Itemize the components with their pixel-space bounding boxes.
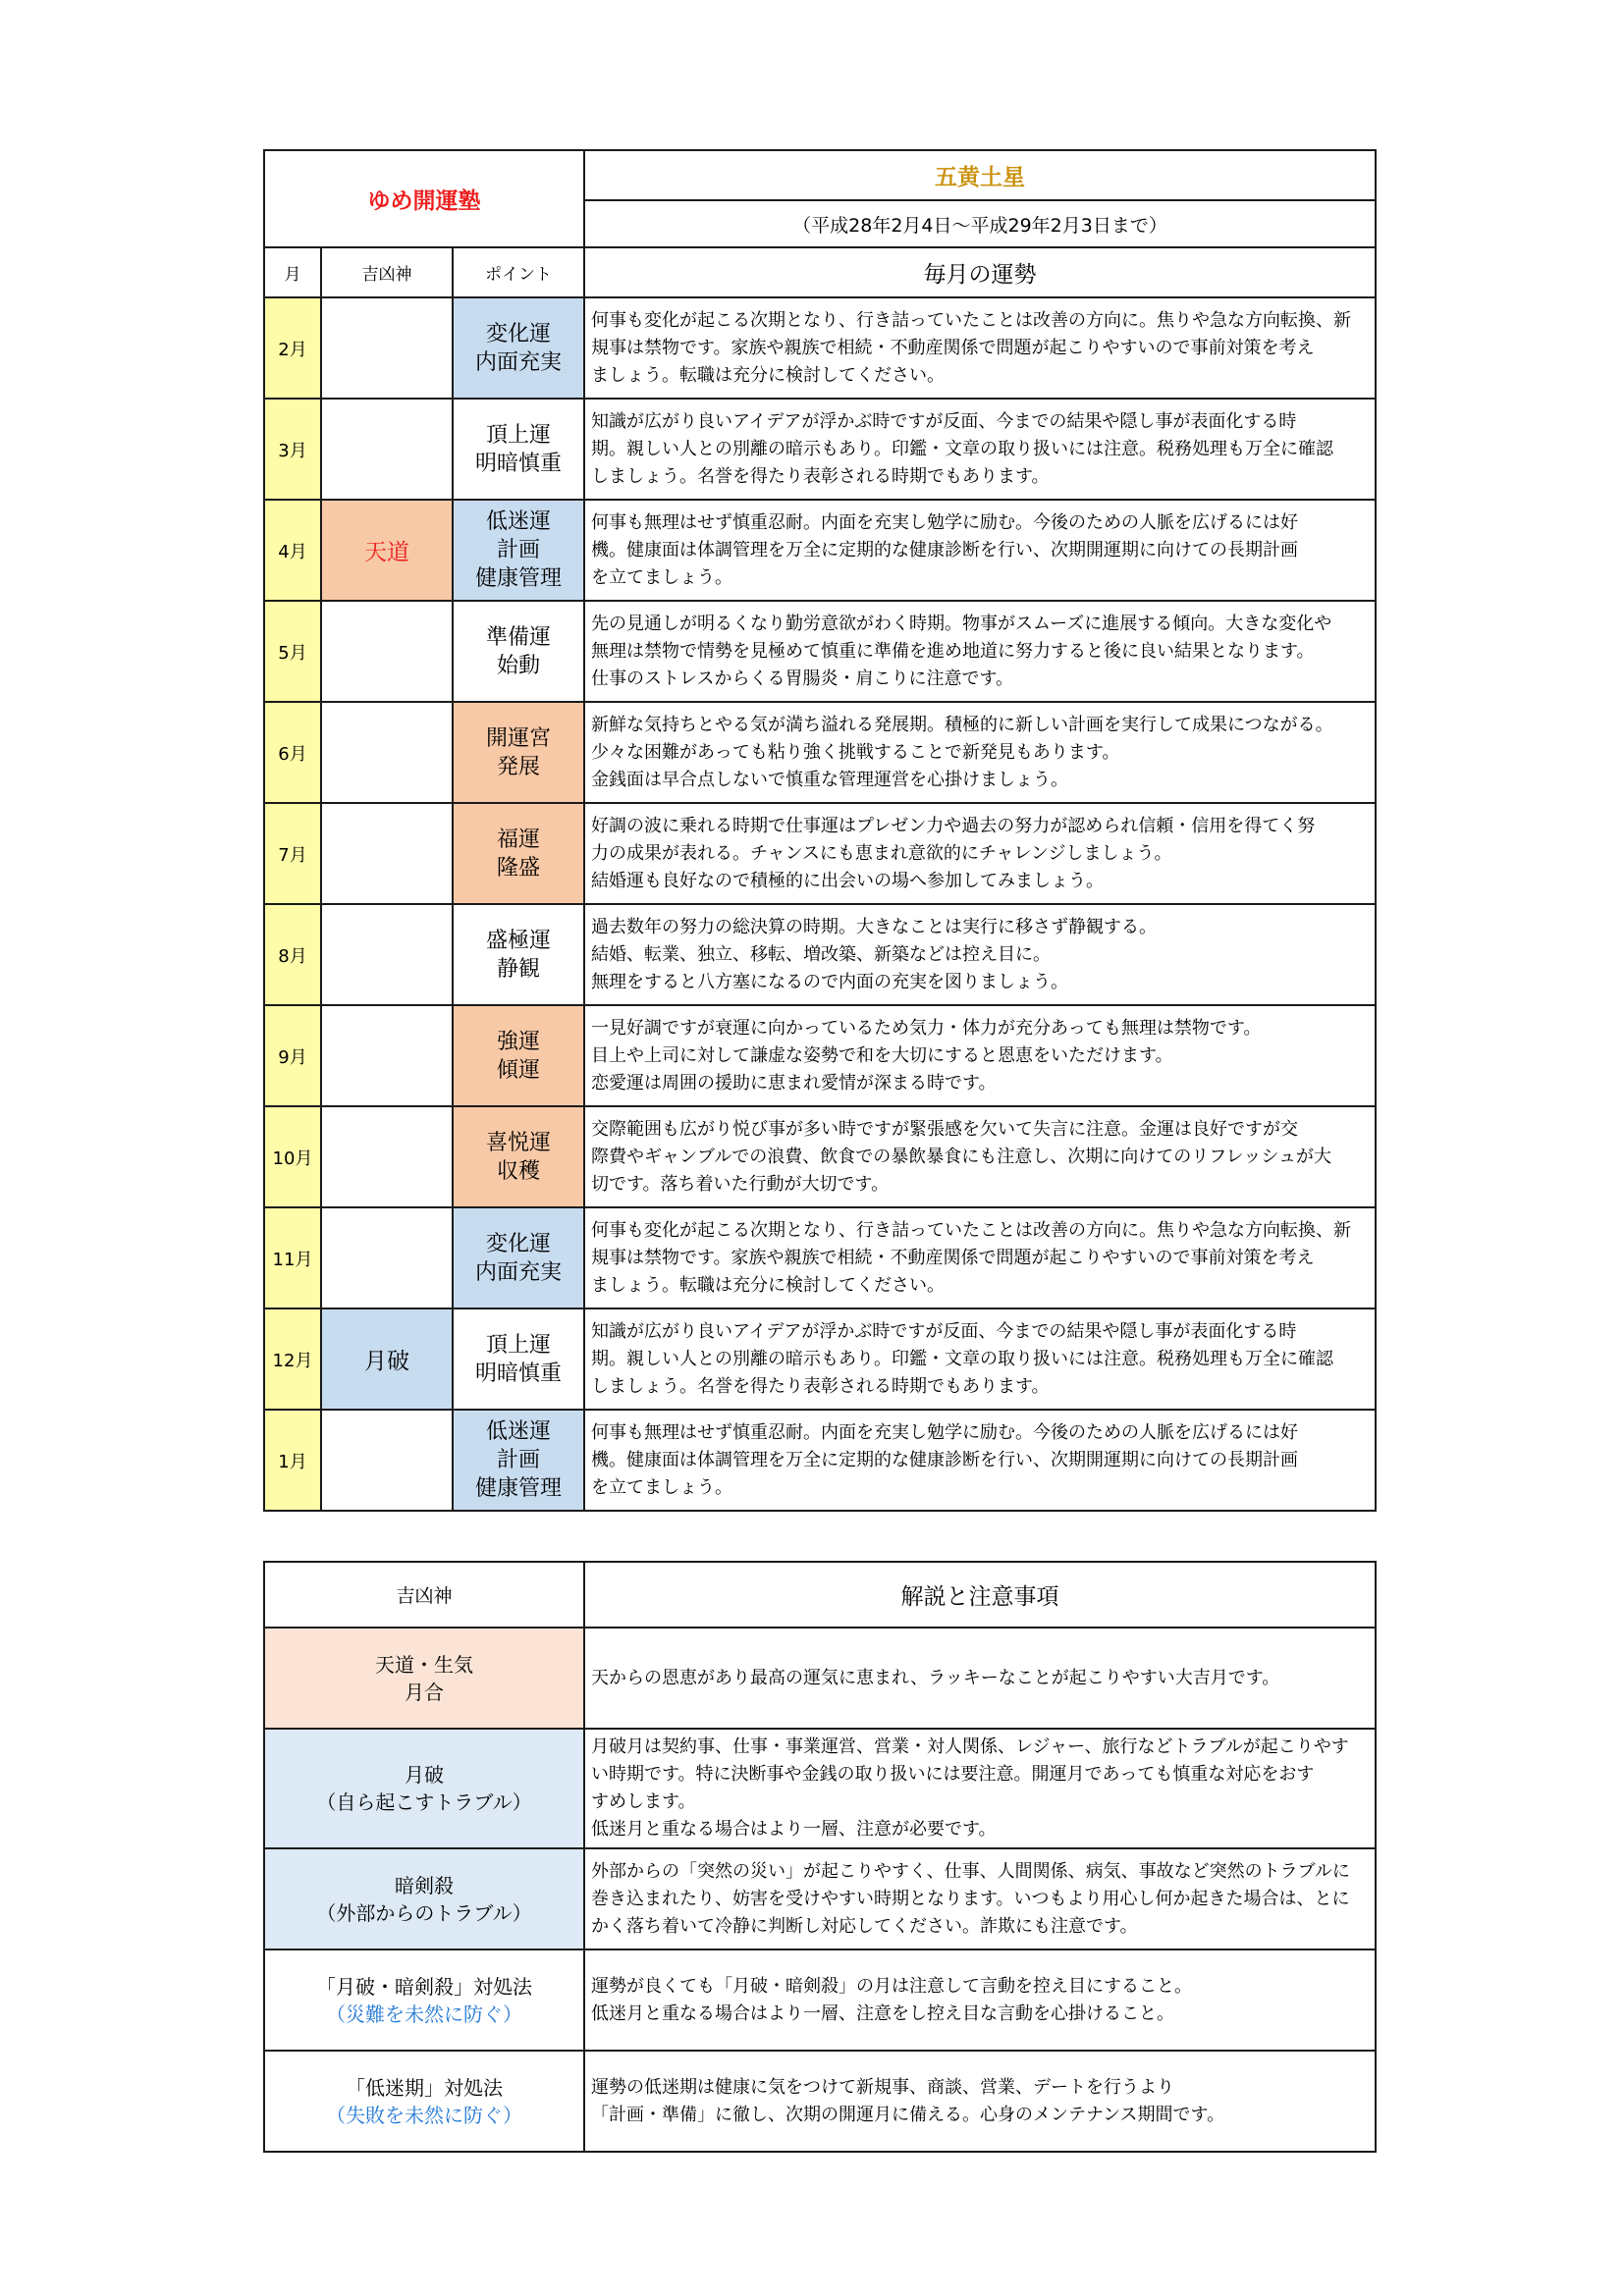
legend-row: [264, 1949, 1376, 2051]
fortune-desc-line: 一見好調ですが衰運に向かっているため気力・体力が充分あっても無理は禁物です。: [591, 1017, 1262, 1039]
point-cell: [453, 500, 584, 601]
month-cell: 3月: [264, 399, 321, 500]
month-row: [264, 1308, 1376, 1410]
fortune-desc-line: 切です。落ち着いた行動が大切です。: [591, 1173, 890, 1195]
fortune-desc-cell: [584, 1207, 1376, 1308]
legend-desc-line: かく落ち着いて冷静に判断し対応してください。詐欺にも注意です。: [591, 1915, 1138, 1937]
kichikyou-cell: [321, 1106, 453, 1207]
legend-header-kichikyou: 吉凶神: [264, 1562, 584, 1628]
legend-desc-line: 低迷月と重なる場合はより一層、注意が必要です。: [591, 1819, 997, 1840]
col-header-month: 月: [264, 247, 321, 297]
month-cell: 11月: [264, 1207, 321, 1308]
fortune-desc-line: しましょう。名誉を得たり表彰される時期でもあります。: [591, 465, 1050, 487]
kichikyou-cell: [321, 803, 453, 904]
legend-title-line: 月破: [405, 1763, 444, 1787]
legend-title-cell: [264, 2051, 584, 2152]
legend-title-line: 暗剣殺: [395, 1873, 454, 1897]
legend-title-line: 「月破・暗剣殺」対処法: [316, 1974, 532, 1999]
point-line: 喜悦運: [485, 1130, 551, 1155]
fortune-desc-cell: [584, 500, 1376, 601]
fortune-desc-cell: [584, 803, 1376, 904]
month-cell: 9月: [264, 1005, 321, 1106]
fortune-desc-cell: [584, 1308, 1376, 1410]
month-row: [264, 803, 1376, 904]
legend-desc-line: 低迷月と重なる場合はより一層、注意をし控え目な言動を心掛けること。: [591, 2002, 1174, 2024]
fortune-desc-line: 結婚運も良好なので積極的に出会いの場へ参加してみましょう。: [591, 870, 1104, 891]
kichikyou-cell: 月破: [321, 1308, 453, 1410]
fortune-desc-line: 何事も変化が起こる次期となり、行き詰っていたことは改善の方向に。焦りや急な方向転換、新: [591, 1219, 1351, 1241]
point-line: 計画: [496, 1448, 540, 1472]
month-row: [264, 399, 1376, 500]
fortune-desc-line: 知識が広がり良いアイデアが浮かぶ時ですが反面、今までの結果や隠し事が表面化する時: [591, 1320, 1297, 1342]
fortune-desc-line: 少々な困難があっても粘り強く挑戦することで新発見もあります。: [591, 741, 1120, 763]
point-line: 盛極運: [485, 928, 551, 953]
point-line: 強運: [496, 1029, 540, 1054]
month-row: [264, 1005, 1376, 1106]
fortune-desc-line: 無理は禁物で情勢を見極めて慎重に準備を進め地道に努力すると後に良い結果となります。: [591, 640, 1315, 662]
month-cell: 1月: [264, 1410, 321, 1511]
fortune-desc-cell: [584, 297, 1376, 399]
point-cell: [453, 399, 584, 500]
point-line: 変化運: [485, 1231, 551, 1256]
point-line: 頂上運: [485, 1332, 551, 1358]
legend-subtitle: （失敗を未然に防ぐ）: [326, 2103, 522, 2127]
fortune-desc-line: 規事は禁物です。家族や親族で相続・不動産関係で問題が起こりやすいので事前対策を考え: [591, 1247, 1315, 1268]
point-cell: [453, 702, 584, 803]
legend-row: [264, 2051, 1376, 2152]
legend-title-line: 「低迷期」対処法: [346, 2075, 503, 2100]
point-line: 静観: [496, 956, 540, 982]
point-line: 明暗慎重: [474, 451, 562, 476]
kichikyou-cell: [321, 601, 453, 702]
month-cell: 12月: [264, 1308, 321, 1410]
legend-desc-line: 天からの恩恵があり最高の運気に恵まれ、ラッキーなことが起こりやすい大吉月です。: [591, 1667, 1280, 1688]
month-row: [264, 904, 1376, 1005]
kichikyou-cell: [321, 1207, 453, 1308]
legend-header-desc: 解説と注意事項: [584, 1562, 1376, 1628]
legend-title-cell: [264, 1628, 584, 1729]
kichikyou-cell: [321, 297, 453, 399]
point-cell: [453, 1308, 584, 1410]
fortune-desc-line: 期。親しい人との別離の暗示もあり。印鑑・文章の取り扱いには注意。税務処理も万全に確認: [591, 1348, 1333, 1369]
kichikyou-cell: [321, 904, 453, 1005]
month-cell: 4月: [264, 500, 321, 601]
legend-desc-line: すめします。: [591, 1791, 696, 1812]
point-line: 発展: [496, 754, 540, 779]
point-line: 低迷運: [485, 509, 551, 534]
point-line: 低迷運: [485, 1419, 551, 1444]
month-row: [264, 1410, 1376, 1511]
legend-desc-cell: [584, 2051, 1376, 2152]
point-line: 収穫: [496, 1158, 540, 1184]
point-line: 内面充実: [474, 349, 562, 375]
month-cell: 6月: [264, 702, 321, 803]
legend-title-line: （外部からのトラブル）: [316, 1900, 532, 1925]
monthly-fortune-table: [263, 149, 1377, 1512]
fortune-desc-line: 交際範囲も広がり悦び事が多い時ですが緊張感を欠いて失言に注意。金運は良好ですが交: [591, 1118, 1298, 1140]
point-cell: [453, 803, 584, 904]
point-line: 隆盛: [496, 855, 540, 881]
legend-desc-line: 運勢が良くても「月破・暗剣殺」の月は注意して言動を控え目にすること。: [591, 1975, 1192, 1997]
fortune-desc-line: 過去数年の努力の総決算の時期。大きなことは実行に移さず静観する。: [591, 916, 1157, 937]
point-line: 福運: [496, 827, 540, 852]
legend-title-line: 天道・生気: [375, 1652, 473, 1677]
month-row: [264, 500, 1376, 601]
month-cell: 2月: [264, 297, 321, 399]
col-header-point: ポイント: [453, 247, 584, 297]
fortune-desc-line: ましょう。転職は充分に検討してください。: [591, 1274, 945, 1296]
fortune-desc-line: 知識が広がり良いアイデアが浮かぶ時ですが反面、今までの結果や隠し事が表面化する時: [591, 410, 1297, 432]
legend-title-cell: [264, 1848, 584, 1949]
legend-title-line: （自ら起こすトラブル）: [316, 1790, 532, 1814]
month-row: [264, 702, 1376, 803]
point-line: 傾運: [496, 1057, 540, 1083]
legend-desc-line: い時期です。特に決断事や金銭の取り扱いには要注意。開運月であっても慎重な対応をおす: [591, 1764, 1315, 1785]
point-line: 変化運: [485, 321, 551, 347]
point-cell: [453, 904, 584, 1005]
point-line: 準備運: [485, 624, 551, 650]
fortune-desc-line: 恋愛運は周囲の援助に恵まれ愛情が深まる時です。: [591, 1072, 997, 1094]
legend-title-cell: [264, 1729, 584, 1848]
fortune-desc-line: 結婚、転業、独立、移転、増改築、新築などは控え目に。: [591, 943, 1051, 965]
point-cell: [453, 297, 584, 399]
legend-desc-line: 運勢の低迷期は健康に気をつけて新規事、商談、営業、デートを行うより: [591, 2076, 1174, 2098]
month-cell: 7月: [264, 803, 321, 904]
fortune-desc-line: ましょう。転職は充分に検討してください。: [591, 364, 945, 386]
legend-desc-line: 月破月は契約事、仕事・事業運営、営業・対人関係、レジャー、旅行などトラブルが起こりやす: [591, 1736, 1349, 1757]
month-row: [264, 297, 1376, 399]
brand-title: ゆめ開運塾: [264, 150, 584, 247]
month-row: [264, 1106, 1376, 1207]
legend-desc-cell: [584, 1949, 1376, 2051]
month-cell: 8月: [264, 904, 321, 1005]
col-header-fortune: 毎月の運勢: [584, 247, 1376, 297]
kichikyou-cell: [321, 399, 453, 500]
point-cell: [453, 1410, 584, 1511]
legend-title-cell: [264, 1949, 584, 2051]
period-text: （平成28年2月4日～平成29年2月3日まで）: [584, 200, 1376, 247]
fortune-desc-cell: [584, 904, 1376, 1005]
fortune-desc-line: 何事も変化が起こる次期となり、行き詰っていたことは改善の方向に。焦りや急な方向転換、新: [591, 309, 1351, 331]
legend-desc-line: 「計画・準備」に徹し、次期の開運月に備える。心身のメンテナンス期間です。: [591, 2104, 1225, 2125]
fortune-desc-line: 機。健康面は体調管理を万全に定期的な健康診断を行い、次期開運期に向けての長期計画: [591, 1449, 1298, 1470]
legend-subtitle: （災難を未然に防ぐ）: [326, 2002, 522, 2026]
month-row: [264, 601, 1376, 702]
fortune-desc-line: を立てましょう。: [591, 1476, 732, 1498]
legend-desc-line: 外部からの「突然の災い」が起こりやすく、仕事、人間関係、病気、事故など突然のトラブルに: [591, 1860, 1350, 1882]
point-cell: [453, 1005, 584, 1106]
col-header-kichikyou: 吉凶神: [321, 247, 453, 297]
fortune-desc-line: 好調の波に乗れる時期で仕事運はプレゼン力や過去の努力が認められ信頼・信用を得てく努: [591, 815, 1316, 836]
kichikyou-cell: [321, 1005, 453, 1106]
kichikyou-cell: [321, 1410, 453, 1511]
legend-row: [264, 1628, 1376, 1729]
fortune-desc-line: 先の見通しが明るくなり勤労意欲がわく時期。物事がスムーズに進展する傾向。大きな変化や: [591, 613, 1332, 634]
fortune-desc-line: 機。健康面は体調管理を万全に定期的な健康診断を行い、次期開運期に向けての長期計画: [591, 539, 1298, 561]
point-line: 始動: [496, 653, 540, 678]
month-cell: 10月: [264, 1106, 321, 1207]
fortune-desc-line: 新鮮な気持ちとやる気が満ち溢れる発展期。積極的に新しい計画を実行して成果につながる。: [591, 714, 1333, 735]
month-cell: 5月: [264, 601, 321, 702]
fortune-desc-line: 何事も無理はせず慎重忍耐。内面を充実し勉学に励む。今後のための人脈を広げるには好: [591, 1421, 1298, 1443]
fortune-desc-cell: [584, 702, 1376, 803]
fortune-desc-line: 期。親しい人との別離の暗示もあり。印鑑・文章の取り扱いには注意。税務処理も万全に確認: [591, 438, 1333, 459]
star-title: 五黄土星: [584, 150, 1376, 200]
point-cell: [453, 601, 584, 702]
month-row: [264, 1207, 1376, 1308]
point-cell: [453, 1106, 584, 1207]
legend-row: [264, 1848, 1376, 1949]
fortune-desc-cell: [584, 601, 1376, 702]
fortune-desc-cell: [584, 1106, 1376, 1207]
fortune-desc-line: しましょう。名誉を得たり表彰される時期でもあります。: [591, 1375, 1050, 1397]
legend-title-line: 月合: [405, 1680, 444, 1704]
legend-desc-cell: [584, 1628, 1376, 1729]
point-line: 内面充実: [474, 1259, 562, 1285]
fortune-desc-line: を立てましょう。: [591, 566, 732, 588]
kichikyou-cell: 天道: [321, 500, 453, 601]
fortune-desc-line: 金銭面は早合点しないで慎重な管理運営を心掛けましょう。: [591, 769, 1068, 790]
fortune-desc-line: 際費やギャンブルでの浪費、飲食での暴飲暴食にも注意し、次期に向けてのリフレッシュが大: [591, 1146, 1332, 1167]
point-line: 計画: [496, 538, 540, 562]
fortune-desc-line: 無理をすると八方塞になるので内面の充実を図りましょう。: [591, 971, 1068, 992]
point-line: 明暗慎重: [474, 1361, 562, 1386]
fortune-desc-cell: [584, 1005, 1376, 1106]
legend-table: [263, 1561, 1377, 2153]
point-line: 健康管理: [474, 1476, 562, 1501]
kichikyou-cell: [321, 702, 453, 803]
legend-desc-cell: [584, 1848, 1376, 1949]
fortune-desc-line: 力の成果が表れる。チャンスにも恵まれ意欲的にチャレンジしましょう。: [591, 842, 1172, 864]
legend-desc-cell: [584, 1729, 1376, 1848]
legend-row: [264, 1729, 1376, 1848]
fortune-desc-line: 何事も無理はせず慎重忍耐。内面を充実し勉学に励む。今後のための人脈を広げるには好: [591, 511, 1298, 533]
fortune-desc-cell: [584, 399, 1376, 500]
fortune-desc-line: 仕事のストレスからくる胃腸炎・肩こりに注意です。: [591, 667, 1014, 689]
fortune-desc-cell: [584, 1410, 1376, 1511]
fortune-desc-line: 目上や上司に対して謙虚な姿勢で和を大切にすると恩恵をいただけます。: [591, 1044, 1173, 1066]
legend-desc-line: 巻き込まれたり、妨害を受けやすい時期となります。いつもより用心し何か起きた場合は、とに: [591, 1888, 1350, 1909]
point-cell: [453, 1207, 584, 1308]
point-line: 開運宮: [485, 725, 551, 751]
fortune-desc-line: 規事は禁物です。家族や親族で相続・不動産関係で問題が起こりやすいので事前対策を考え: [591, 337, 1315, 358]
point-line: 健康管理: [474, 566, 562, 591]
point-line: 頂上運: [485, 422, 551, 448]
